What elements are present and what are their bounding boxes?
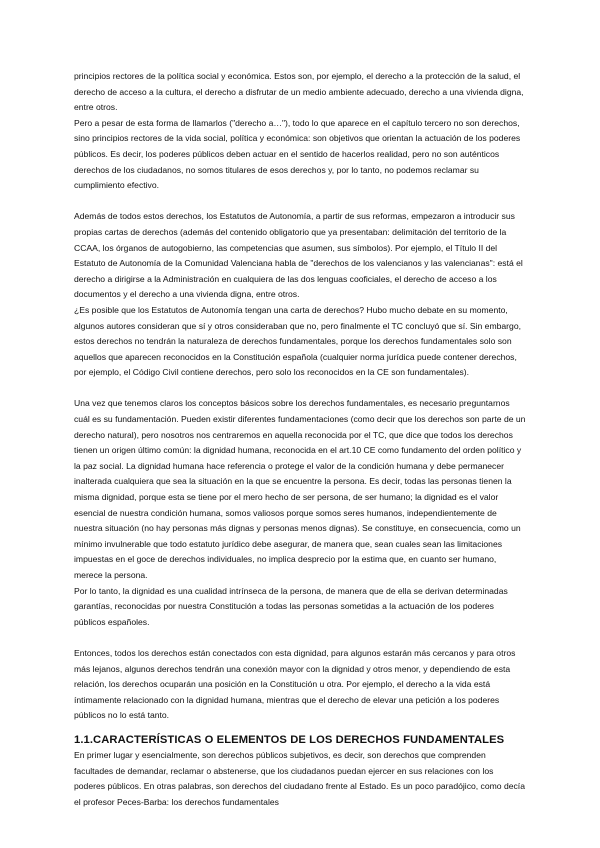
paragraph-spacer [74, 724, 526, 732]
paragraph: Una vez que tenemos claros los conceptos básicos sobre los derechos fundamentales, es necesario preguntarnos cuál es su fundamentación. Pueden existir diferentes fundamentaciones (como decir que los derechos son parte de un derecho natural), pero nosotros nos centraremos en aquella reconocida por el TC, que dice que todos los derechos tienen un origen último común: la dignidad humana, reconocida en el art.10 CE como fundamento del orden político y la paz social. La dignidad humana hace referencia o protege el valor de la condición humana y debe permanecer inalterada cualquiera que sea la situación en la que se encuentre la persona. Es decir, todas las personas tienen la misma dignidad, porque esta se tiene por el mero hecho de ser persona, de ser humano; la dignidad es el valor esencial de nuestra condición humana, somos valiosos porque somos seres humanos, independientemente de nuestra situación (no hay personas más dignas y personas menos dignas). Se constituye, en consecuencia, como un mínimo invulnerable que todo estatuto jurídico debe asegurar, de manera que, sean cuales sean las limitaciones impuestas en el goce de derechos individuales, no implica desprecio por la estima que, en cuanto ser humano, merece la persona. [74, 398, 526, 580]
document-body [74, 69, 526, 810]
paragraph: Además de todos estos derechos, los Estatutos de Autonomía, a partir de sus reformas, empezaron a introducir sus propias cartas de derechos (además del contenido obligatorio que ya presentaban: delimitación del territorio de la CCAA, los órganos de autogobierno, las competencias que asumen, sus símbolos). Por ejemplo, el Título II del Estatuto de Autonomía de la Comunidad Valenciana habla de "derechos de los valencianos y las valencianas": está el derecho a dirigirse a la Administración en cualquiera de las dos lenguas cooficiales, el derecho de acceso a los documentos y el derecho a una vivienda digna, entre otros. [74, 211, 523, 300]
paragraph-spacer [74, 630, 526, 646]
paragraph: Entonces, todos los derechos están conectados con esta dignidad, para algunos estarán más cercanos y para otros más lejanos, algunos derechos tendrán una conexión mayor con la dignidad y otros menor, y dependiendo de esta relación, los derechos ocuparán una posición en la Constitución u otra. Por ejemplo, el derecho a la vida está íntimamente relacionado con la dignidad humana, mientras que el derecho de elevar una petición a los poderes públicos no lo está tanto. [74, 647, 516, 721]
paragraph-spacer [74, 381, 526, 397]
paragraph: Pero a pesar de esta forma de llamarlos ("derecho a…"), todo lo que aparece en el capítulo tercero no son derechos, sino principios rectores de la vida social, política y económica: son objetivos que orientan la actuación de los poderes públicos. Es decir, los poderes públicos deben actuar en el sentido de hacerlos realidad, pero no son auténticos derechos de los ciudadanos, no somos titulares de esos derechos y, por lo tanto, no podemos reclamar su cumplimiento efectivo. [74, 117, 521, 191]
paragraph: Por lo tanto, la dignidad es una cualidad intrínseca de la persona, de manera que de ella se derivan determinadas garantías, reconocidas por nuestra Constitución a todas las personas sometidas a la actuación de los poderes públicos españoles. [74, 585, 508, 627]
section-heading: 1.1.CARACTERÍSTICAS O ELEMENTOS DE LOS DERECHOS FUNDAMENTALES [74, 733, 505, 746]
paragraph: En primer lugar y esencialmente, son derechos públicos subjetivos, es decir, son derechos que comprenden facultades de demandar, reclamar o abstenerse, que los ciudadanos puedan ejercer en sus relaciones con los poderes públicos. En otras palabras, son derechos del ciudadano frente al Estado. Es un poco paradójico, como decía el profesor Peces-Barba: los derechos fundamentales [74, 749, 525, 807]
paragraph: ¿Es posible que los Estatutos de Autonomía tengan una carta de derechos? Hubo mucho debate en su momento, algunos autores consideran que sí y otros consideraban que no, pero finalmente el TC concluyó que sí. Sin embargo, estos derechos no tendrán la naturaleza de derechos fundamentales, porque los derechos fundamentales solo son aquellos que aparecen reconocidos en la Constitución española (cualquier norma jurídica puede contener derechos, por ejemplo, el Código Civil contiene derechos, pero solo los reconocidos en la CE son fundamentales). [74, 304, 521, 378]
paragraph-spacer [74, 194, 526, 210]
paragraph: principios rectores de la política social y económica. Estos son, por ejemplo, el derecho a la protección de la salud, el derecho de acceso a la cultura, el derecho a disfrutar de un medio ambiente adecuado, derecho a una vivienda digna, entre otros. [74, 71, 524, 113]
